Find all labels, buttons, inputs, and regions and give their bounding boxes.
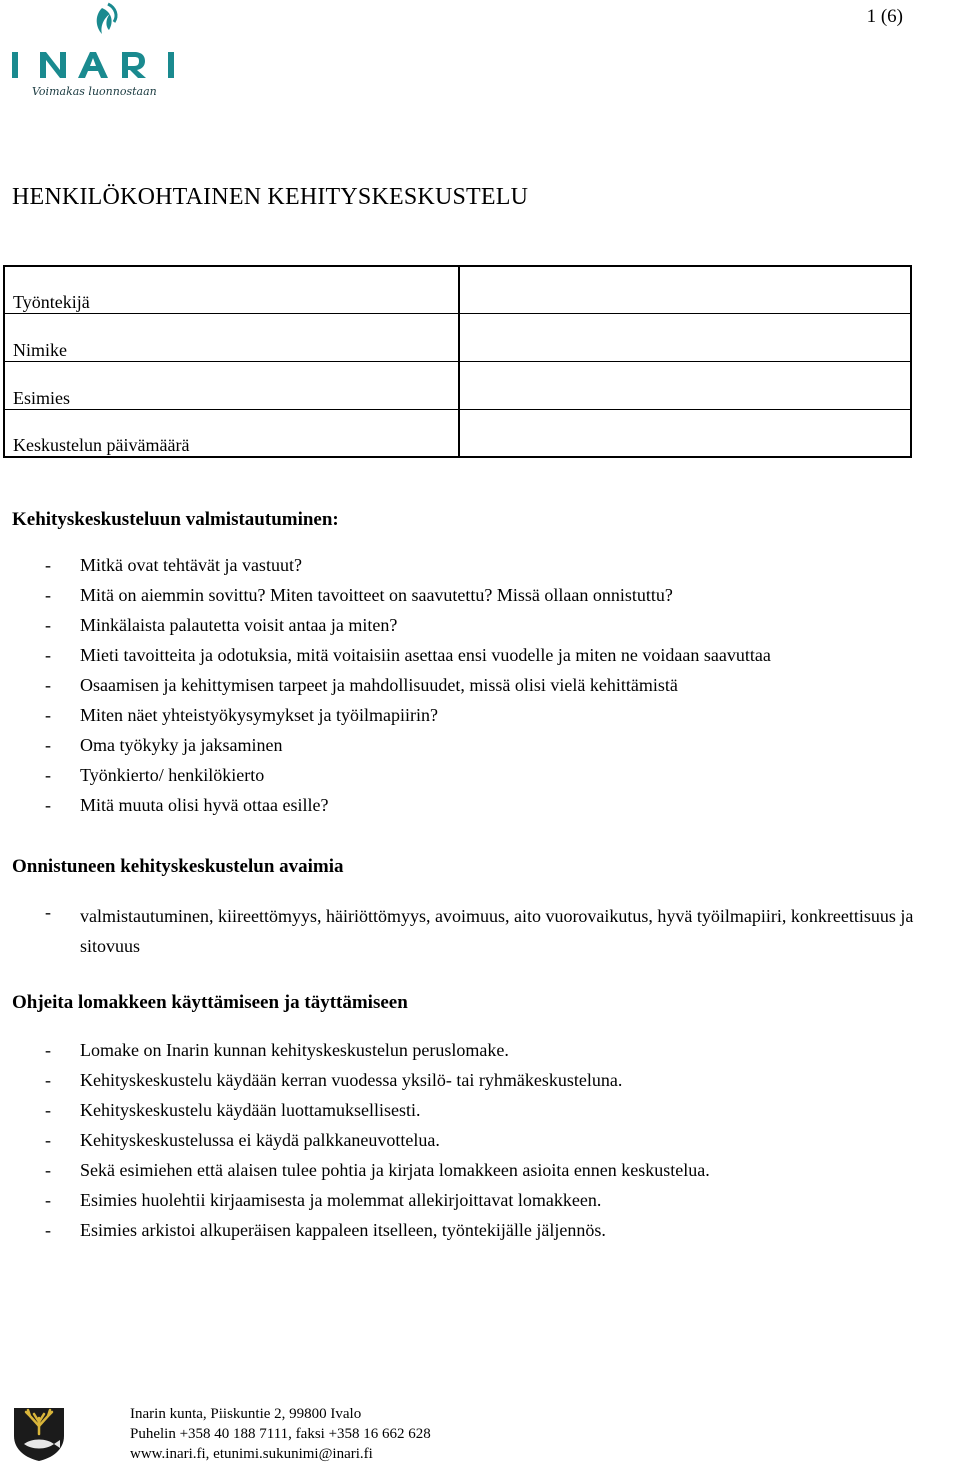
job-title-field[interactable] — [460, 314, 910, 361]
document-title: HENKILÖKOHTAINEN KEHITYSKESKUSTELU — [12, 184, 529, 210]
keys-heading: Onnistuneen kehityskeskustelun avaimia — [12, 856, 344, 877]
discussion-date-field[interactable] — [460, 410, 910, 456]
logo-tagline: Voimakas luonnostaan — [32, 85, 157, 98]
instructions-heading: Ohjeita lomakkeen käyttämiseen ja täyttämiseen — [12, 992, 408, 1013]
footer-contact — [130, 1404, 431, 1464]
employee-info-table — [3, 265, 912, 458]
page-number: 1 (6) — [866, 6, 903, 27]
employee-field[interactable] — [460, 267, 910, 313]
inari-logo-graphic — [10, 0, 185, 100]
municipal-crest-icon — [10, 1404, 68, 1462]
supervisor-label: Esimies — [13, 388, 70, 408]
supervisor-field[interactable] — [460, 362, 910, 409]
employee-label: Työntekijä — [13, 292, 90, 312]
footer-phone: Puhelin +358 40 188 7111, faksi +358 16 662 628 — [130, 1426, 431, 1442]
footer-address: Inarin kunta, Piiskuntie 2, 99800 Ivalo — [130, 1406, 362, 1422]
discussion-date-label: Keskustelun päivämäärä — [13, 435, 190, 455]
preparation-heading: Kehityskeskusteluun valmistautuminen: — [12, 509, 339, 530]
job-title-label: Nimike — [13, 340, 67, 360]
inari-logo — [10, 0, 185, 100]
footer-web: www.inari.fi, etunimi.sukunimi@inari.fi — [130, 1446, 373, 1462]
